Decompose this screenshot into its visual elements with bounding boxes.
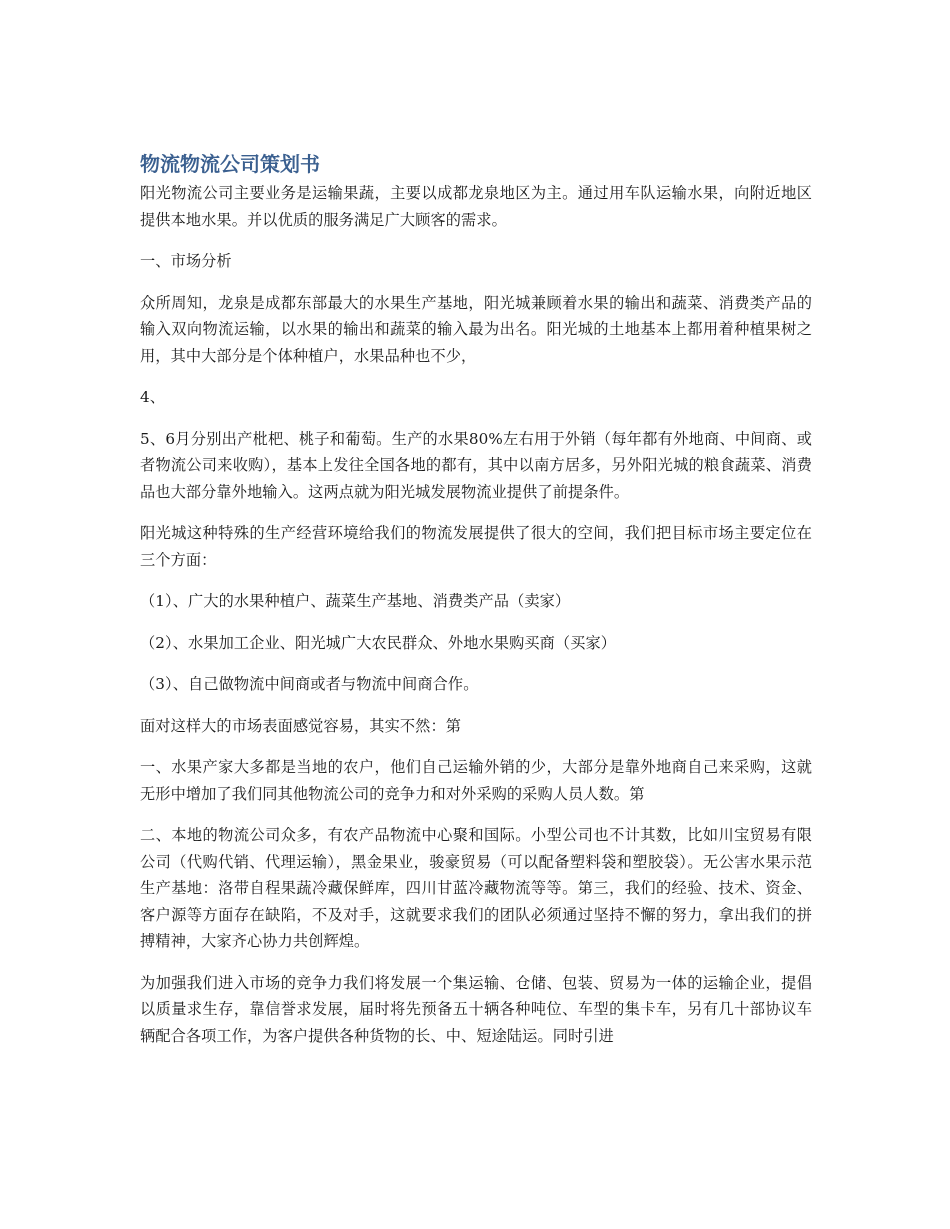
- paragraph-challenge-one: 一、水果产家大多都是当地的农户，他们自己运输外销的少，大部分是靠外地商自己来采购，这就无形中增加了我们同其他物流公司的竞争力和对外采购的采购人员人数。第: [140, 758, 812, 803]
- paragraph-challenge-two: 二、本地的物流公司众多，有农产品物流中心聚和国际。小型公司也不计其数，比如川宝贸易有限公司（代购代销、代理运输），黑金果业，骏豪贸易（可以配备塑料袋和塑胶袋）。无公害水果示范生产基地：洛带自程果蔬冷藏保鲜库，四川甘蓝冷藏物流等等。第三，我们的经验、技术、资金、客户源等方面存在缺陷，不及对手，这就要求我们的团队必须通过坚持不懈的努力，拿出我们的拼搏精神，大家齐心协力共创辉煌。: [140, 826, 812, 950]
- paragraph-fruit-output: 5、6月分别出产枇杷、桃子和葡萄。生产的水果80%左右用于外销（每年都有外地商、中间商、或者物流公司来收购），基本上发往全国各地的都有，其中以南方居多，另外阳光城的粮食蔬菜、消费品也大部分靠外地输入。这两点就为阳光城发展物流业提供了前提条件。: [140, 429, 812, 501]
- paragraph-market-overview: 众所周知，龙泉是成都东部最大的水果生产基地，阳光城兼顾着水果的输出和蔬菜、消费类产品的输入双向物流运输，以水果的输出和蔬菜的输入最为出名。阳光城的土地基本上都用着种植果树之用，其中大部分是个体种植户，水果品种也不少，: [140, 293, 812, 365]
- paragraph-item-4: 4、: [140, 388, 166, 406]
- paragraph-target-market: 阳光城这种特殊的生产经营环境给我们的物流发展提供了很大的空间，我们把目标市场主要定位在三个方面：: [140, 524, 812, 569]
- list-item-intermediary: （3）、自己做物流中间商或者与物流中间商合作。: [140, 675, 479, 693]
- list-item-buyers: （2）、水果加工企业、阳光城广大农民群众、外地水果购买商（买家）: [140, 633, 617, 652]
- paragraph-intro: 阳光物流公司主要业务是运输果蔬，主要以成都龙泉地区为主。通过用车队运输水果，向附近地区提供本地水果。并以优质的服务满足广大顾客的需求。: [140, 184, 812, 229]
- list-item-sellers: （1）、广大的水果种植户、蔬菜生产基地、消费类产品（卖家）: [140, 592, 571, 610]
- document-page: [140, 150, 812, 1064]
- document-title: 物流物流公司策划书: [140, 152, 320, 176]
- section-heading-market-analysis: 一、市场分析: [140, 252, 232, 270]
- paragraph-strategy: 为加强我们进入市场的竞争力我们将发展一个集运输、仓储、包装、贸易为一体的运输企业，提倡以质量求生存，靠信誉求发展，届时将先预备五十辆各种吨位、车型的集卡车，另有几十部协议车辆配合各项工作，为客户提供各种货物的长、中、短途陆运。同时引进: [140, 973, 812, 1045]
- paragraph-challenges-intro: 面对这样大的市场表面感觉容易，其实不然：第: [140, 716, 462, 735]
